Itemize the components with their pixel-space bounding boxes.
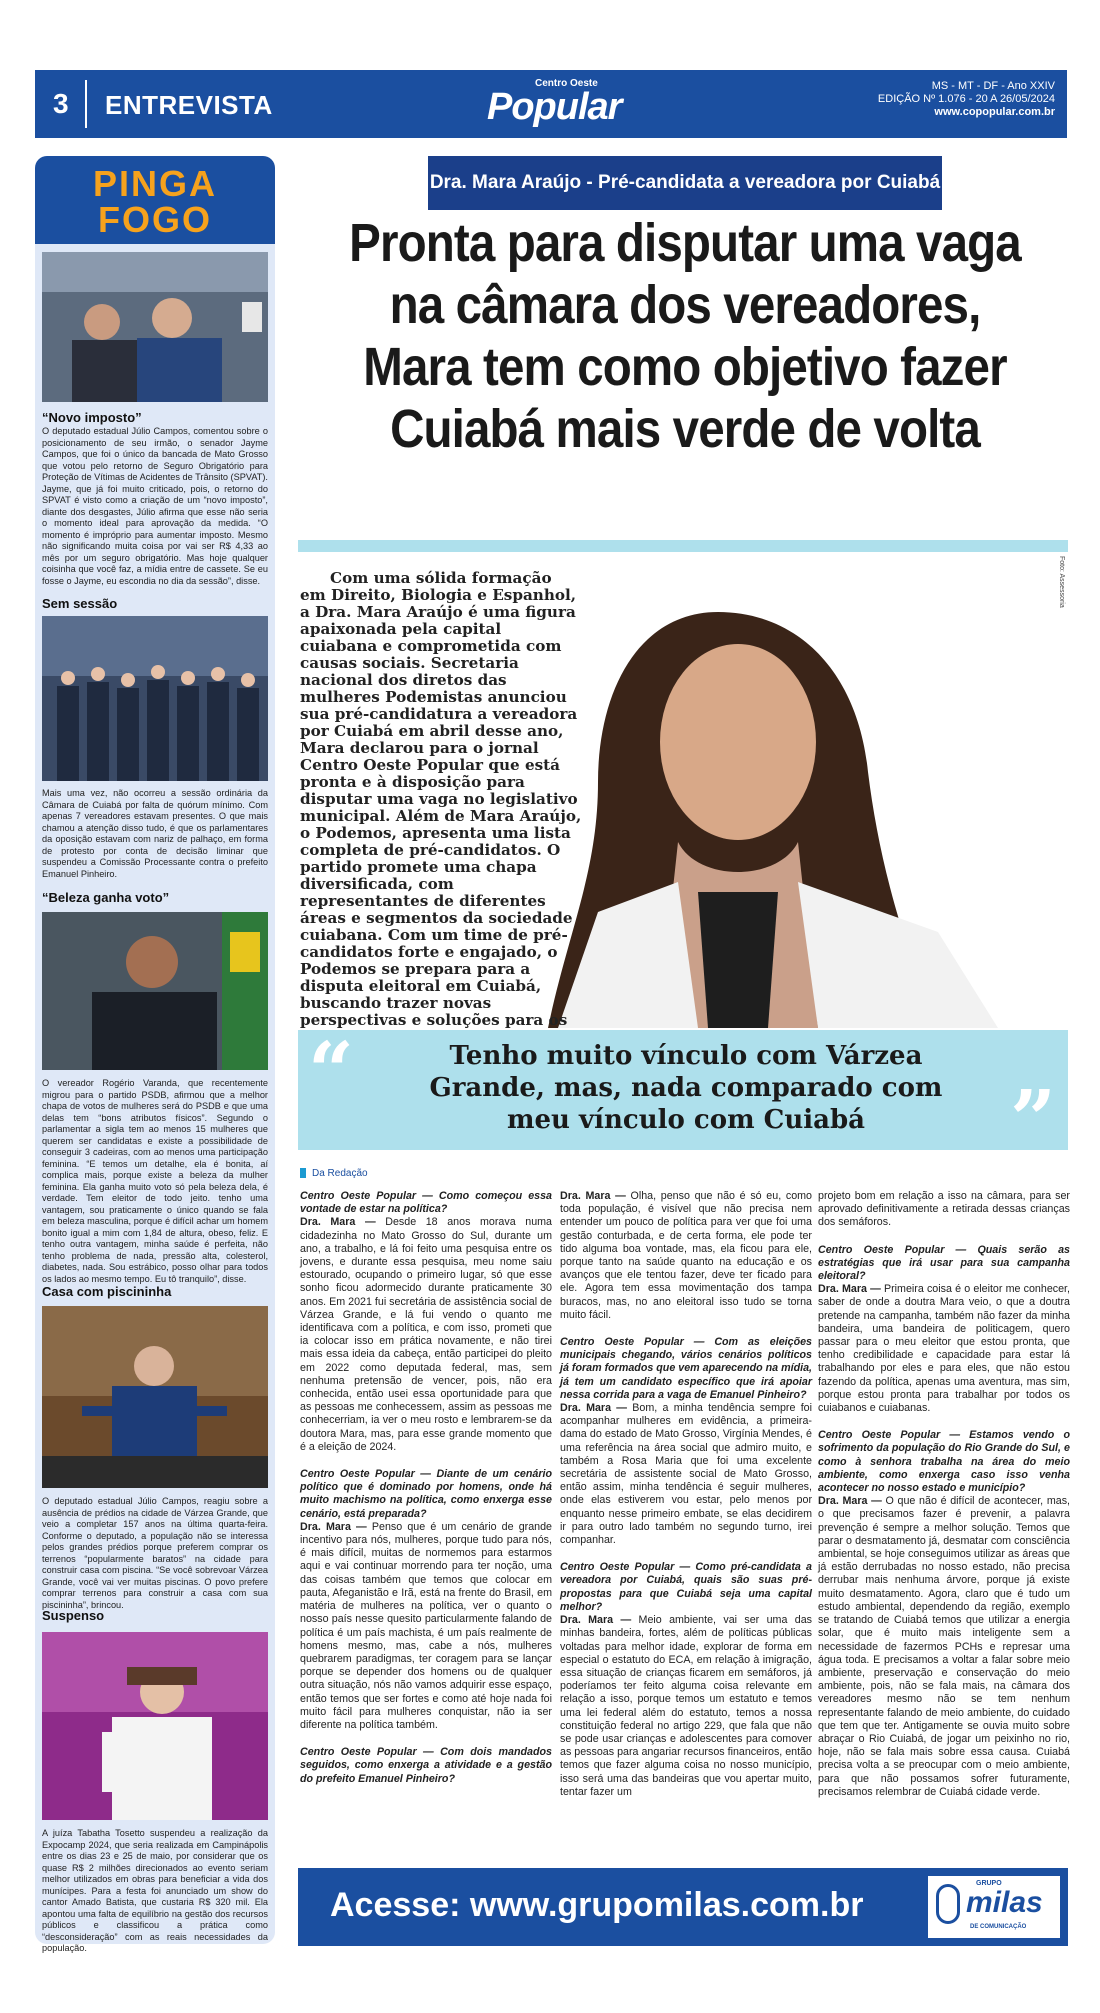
- qa-block: Centro Oeste Popular — Como pré-candidata a vereadora por Cuiabá, quais são suas pré-propostas para que Cuiabá seja uma capital melhor? Dra. Mara — Meio ambiente, vai ser uma das minhas bandeira, fortes, além de políticas públicas voltadas para melhor idade, explorar de forma em especial o estatuto do ECA, em relação à imigração, essa situação de crianças ficarem em semáforos, já poderíamos ter feito alguma coisa relevante em relação a isso, porque temos um estatuto e temos uma lei federal além do estatuto, temos a nossa constituição federal no artigo 229, que fala que não se pode usar crianças e adolescentes para comover as pessoas para angariar recursos financeiros, então temos que fazer alguma coisa no nosso município, isso será uma das bandeiras que vou apertar muito, tentar fazer um: [560, 1561, 812, 1798]
- byline: Da Redação: [300, 1168, 368, 1179]
- sidebar-text-5: A juíza Tabatha Tosetto suspendeu a realização da Expocamp 2024, que seria realizada em Campinápolis entre os dias 23 e 25 de maio, por considerar que os quase R$ 2 milhões direcionados ao evento seriam melhor utilizados em obras para beneficiar a vida dos munícipes. Para a festa foi anunciado um show do cantor Amado Batista, que custaria R$ 320 mil. Ela apontou uma falta de equilíbrio na gestão dos recursos públicos e classificou a prática como “desconsideração” com as reais necessidades da população.: [42, 1828, 268, 1953]
- photo-top-bar: [298, 540, 1068, 552]
- sidebar-heading-2: Sem sessão: [42, 596, 118, 611]
- photo-camara-session: [42, 616, 268, 781]
- website-link[interactable]: www.copopular.com.br: [934, 106, 1055, 118]
- section-title: ENTREVISTA: [105, 90, 273, 120]
- sidebar-pinga-fogo: [35, 156, 275, 1953]
- sidebar-heading-1: “Novo imposto”: [42, 410, 142, 425]
- qa-block: Centro Oeste Popular — Diante de um cenário político que é dominado por homens, onde há muito machismo na política, como enxerga esse cenário, está preparada? Dra. Mara — Penso que é um cenário de grande incentivo para nós, mulheres, porque tudo para nós, é mais difícil, muitas de normemos para estarmos aqui e vai continuar morrendo para ter noção, uma das coisas também que temos que colocar em pauta, Afeganistão e Irã, está na frente do Brasil, em matéria de mulheres na política, ver o quanto o nosso país nesse quesito particularmente falando de política é um país machista, é um país realmente de homens mesmo, mas, cabe a nós, mulheres quebrarem paradigmas, ter coragem para se lançar porque se depender dos homens ou de qualquer outra situação, nós não vamos adquirir esse espaço, então temos que ser fortes e como até hoje nada foi muito fácil para mulheres conquistar, não ia ser diferente na política também.: [300, 1468, 552, 1731]
- qa-block: projeto bom em relação a isso na câmara, para ser aprovado definitivamente a retirada dessas crianças dos semáforos.: [818, 1190, 1070, 1229]
- sidebar-heading-4: Casa com piscininha: [42, 1284, 172, 1299]
- sidebar-text-2: Mais uma vez, não ocorreu a sessão ordinária da Câmara de Cuiabá por falta de quórum mínimo. Com apenas 7 vereadores estavam presentes. O que mais chamou a atenção disso tudo, é que os parlamentares da oposição estavam com nariz de palhaço, em forma de protesto por conta de decisão liminar que suspendeu a Comissão Processante contra o prefeito Emanuel Pinheiro.: [42, 788, 268, 879]
- sidebar-title: PINGA FOGO: [35, 156, 275, 244]
- qa-block: Centro Oeste Popular — Como começou essa vontade de estar na política? Dra. Mara — Desde 18 anos morava numa cidadezinha no Mato Grosso do Sul, durante um ano, a trabalho, e lá foi feito uma pesquisa entre os jovens, e durante essa pesquisa, meu nome saiu estourado, ocupando o primeiro lugar, só que esse sonho ficou adormecido durante praticamente 30 anos. Em 2021 fui secretária de assistência social de Várzea Grande, e lá fui vendo o quanto me identificava com a política, e com isso, prometi que ia colocar isso em prática novamente, e não tirei mais essa ideia da cabeça, então participei do pleito em 2022 como deputada federal, mas, sem nenhuma pretensão de vencer, pois, não era conhecida, então usei essa oportunidade para que as pessoas me conhecessem, assim as pessoas me conhecerriam, ia ver o meu rosto e lembrarem-se da doutora Mara, mas, para esse grande momento que é a eleição de 2024.: [300, 1190, 552, 1453]
- article-headline: Pronta para disputar uma vaga na câmara dos vereadores, Mara tem como objetivo fazer Cuiabá mais verde de volta: [349, 213, 1021, 459]
- grupo-milas-logo: GRUPO milas DE COMUNICAÇÃO: [928, 1876, 1060, 1938]
- qa-block: Centro Oeste Popular — Quais serão as estratégias que irá usar para sua campanha eleitoral? Dra. Mara — Primeira coisa é o eleitor me conhecer, saber de onde a doutra Mara veio, o que a doutra pretende na campanha, também não fazer da minha bandeira, uma bandeira de politicagem, quero passar para o meu eleitor que estou pronta, que tenho credibilidade e capacidade para estar lá trabalhando por eles e para eles, que não estou fazendo da política, apenas uma aventura, mas sim, porque estou pronta para trabalhar por todos os cuiabanos e cuiabanas.: [818, 1243, 1070, 1415]
- footer-banner[interactable]: [298, 1868, 1068, 1946]
- footer-link-text[interactable]: Acesse: www.grupomilas.com.br: [330, 1886, 864, 1924]
- photo-amado-batista: [42, 1632, 268, 1820]
- sidebar-text-4: O deputado estadual Júlio Campos, reagiu sobre a ausência de prédios na cidade de Várzea Grande, que veio a completar 157 anos na última quarta-feira. Conforme o deputado, a população não se interessa pelos grandes prédios porque preferem comprar os terrenos “popularmente baratos” na cidade para construir casa com piscina. “Se você sobrevoar Várzea Grande, você vai ver muitas piscinas. O povo prefere comprar terrenos para construir a casa com sua piscininha”, brincou.: [42, 1496, 268, 1610]
- logo-subtitle: Centro Oeste: [535, 78, 598, 89]
- photo-julio-jayme: [42, 252, 268, 402]
- photo-julio-campos-speech: [42, 1306, 268, 1488]
- article-column-1: [300, 1190, 552, 1800]
- qa-block: Centro Oeste Popular — Com dois mandados seguidos, como enxerga a atividade e a gestão do prefeito Emanuel Pinheiro?: [300, 1746, 552, 1785]
- sidebar-text-3: O vereador Rogério Varanda, que recentemente migrou para o partido PSDB, afirmou que a melhor chapa de votos de mulheres será do PSDB e que uma delas tem “bons atributos físicos”. Segundo o parlamentar a sigla tem ao menos 15 mulheres que querem ser candidatas e existe a possibilidade de conseguir 3 cadeiras, com ao menos uma participação feminina. “E temos um detalhe, ela é bonita, aí complica mais, porque existe a beleza da mulher feminina. Ela ganha muito voto só pela beleza dela, é verdade. Tem eleitor de todo jeito. tenho uma vantagem, sou praticamente o único quando se fala em beleza masculina, porque é difícil achar um homem bonito igual a mim com 1,84 de altura, obeso, feliz. E tenho outra vantagem, minha saúde é perfeita, não tenho problema de nada, pressão alta, colesterol, diabetes, nada. Sou estrábico, posso olhar para todos os lados ao mesmo tempo. Eu tô tranquilo”, disse.: [42, 1078, 268, 1284]
- logo-title: Popular: [487, 86, 622, 128]
- article-column-2: [560, 1190, 812, 1813]
- article-kicker: Dra. Mara Araújo - Pré-candidata a vereadora por Cuiabá: [428, 156, 942, 210]
- close-quote-icon: ”: [1009, 1072, 1056, 1166]
- edition-region: MS - MT - DF - Ano XXIV: [931, 80, 1055, 92]
- qa-block: Centro Oeste Popular — Estamos vendo o sofrimento da população do Rio Grande do Sul, e como à senhora trabalha na área do meio ambiente, como enxerga caso isso venha acontecer no nosso estado e município? Dra. Mara — O que não é difícil de acontecer, mas, o que precisamos fazer é prevenir, a palavra prevenção é sempre a melhor solução. Temos que parar o desmatamento já, desmatar com consciência ambiental, se hoje conseguimos utilizar as áreas que já estão derrubadas no nosso estado, não precisa derrubar mais nenhuma árvore, porque já existe muito desmatamento. Agora, claro que é tudo um estudo ambiental, dependendo da região, exemplo se tratando de Cuiabá temos que utilizar a energia solar, que é muito mais inteligente sem a necessidade de fazermos PCHs e represar uma água toda. E precisamos a voltar a falar sobre meio ambiente, preservação e conservação do meio ambiente, pois, não se fala mais, na câmara dos vereadores mesmo não se tem nenhum representante falando de meio ambiente, do cuidado que tem que ter. Antigamente se ouvia muito sobre abraçar o Rio Cuiabá, de jogar um peixinho no rio, hoje, não se fala mais sobre essa causa. Cuiabá precisa volta a se preocupar com o meio ambiente, para que não possamos sofrer futuramente, precisamos relembrar de Cuiabá cidade verde.: [818, 1429, 1071, 1798]
- photo-rogerio-varanda: [42, 912, 268, 1070]
- article-column-3: [818, 1190, 1070, 1813]
- byline-marker-icon: [300, 1168, 306, 1178]
- edition-number: EDIÇÃO Nº 1.076 - 20 A 26/05/2024: [877, 93, 1055, 105]
- pull-quote-text: Tenho muito vínculo com Várzea Grande, mas, nada comparado com meu vínculo com Cuiabá: [429, 1041, 943, 1135]
- edition-info: [878, 80, 1055, 119]
- sidebar-text-1: O deputado estadual Júlio Campos, comentou sobre o posicionamento de seu irmão, o senador Jayme Campos, que foi o único da bancada de Mato Grosso que votou pelo retorno de Seguro Obrigatório para Proteção de Vítimas de Acidentes de Trânsito (SPVAT). Jayme, que já foi muito criticado, pois, o retorno do SPVAT é visto como a criação de um “novo imposto”, diante dos desgastes, Júlio afirma que esse não seria o momento ideal para aprovação da medida. “O momento é impróprio para aumentar imposto. Mesmo não significando muita coisa por vai ser R$ 4,33 ao mês por um seguro obrigatório. Mas hoje qualquer coisinha que você faz, a mídia entre de cassete. Se eu fosse o Jayme, eu escondia no dia da sessão”, disse.: [42, 426, 268, 586]
- qa-block: Centro Oeste Popular — Com as eleições municipais chegando, vários cenários políticos já foram formados que vem aparecendo na mídia, já tem um candidato específico que irá apoiar nessa corrida para a vaga de Emanuel Pinheiro? Dra. Mara — Bom, a minha tendência sempre foi acompanhar mulheres em evidência, a primeira-dama do estado de Mato Grosso, Virgínia Mendes, é uma referência na área social que admiro muito, e também a Rosa Maria que foi uma excelente secretária de assistente social de Mato Grosso, então assim, minha tendência é seguir mulheres, onde elas estiverem vou estar, pelo menos por enquanto nesse primeiro embate, se elas decidirem ir para outro lado também no segundo turno, irei companhar.: [560, 1336, 812, 1547]
- sidebar-heading-5: Suspenso: [42, 1608, 105, 1623]
- photo-credit: Foto: Assessoria: [1058, 556, 1065, 608]
- newspaper-logo: [475, 76, 685, 132]
- page-number: 3: [53, 88, 69, 119]
- qa-block: Dra. Mara — Olha, penso que não é só eu, como toda população, é visível que não precisa nem entender um pouco de política para ver que foi uma gestão conturbada, e de certa forma, ele pode ter tido alguma boa vontade, mas, ela ficou para ele, porque tanto na saúde quanto na educação e os avanços que ele tentou fazer, deve ter ficado para ele. Agora tem essa movimentação dos tampa buracos, mas, no ano eleitoral isso tudo se torna muito fácil.: [560, 1190, 812, 1321]
- header-divider: [85, 80, 87, 128]
- microphone-icon: [936, 1884, 960, 1924]
- page-header: [35, 70, 1067, 138]
- open-quote-icon: “: [308, 1024, 355, 1118]
- article-lead: Com uma sólida formação em Direito, Biologia e Espanhol, a Dra. Mara Araújo é uma figura apaixonada pela capital cuiabana e comprometida com causas sociais. Secretaria nacional dos diretos das mulheres Podemistas anunciou sua pré-candidatura a vereadora por Cuiabá em abril desse ano, Mara declarou para o jornal Centro Oeste Popular que está pronta e à disposição para disputar uma vaga no legislativo municipal. Além de Mara Araújo, o Podemos, apresenta uma lista completa de pré-candidatos. O partido promete uma chapa diversificada, com representantes de diferentes áreas e segmentos da sociedade cuiabana. Com um time de pré-candidatos forte e engajado, o Podemos se prepara para a disputa eleitoral em Cuiabá, buscando trazer novas perspectivas e soluções para os: [300, 569, 582, 1029]
- sidebar-heading-3: “Beleza ganha voto”: [42, 890, 170, 905]
- pull-quote: [298, 1024, 1068, 1166]
